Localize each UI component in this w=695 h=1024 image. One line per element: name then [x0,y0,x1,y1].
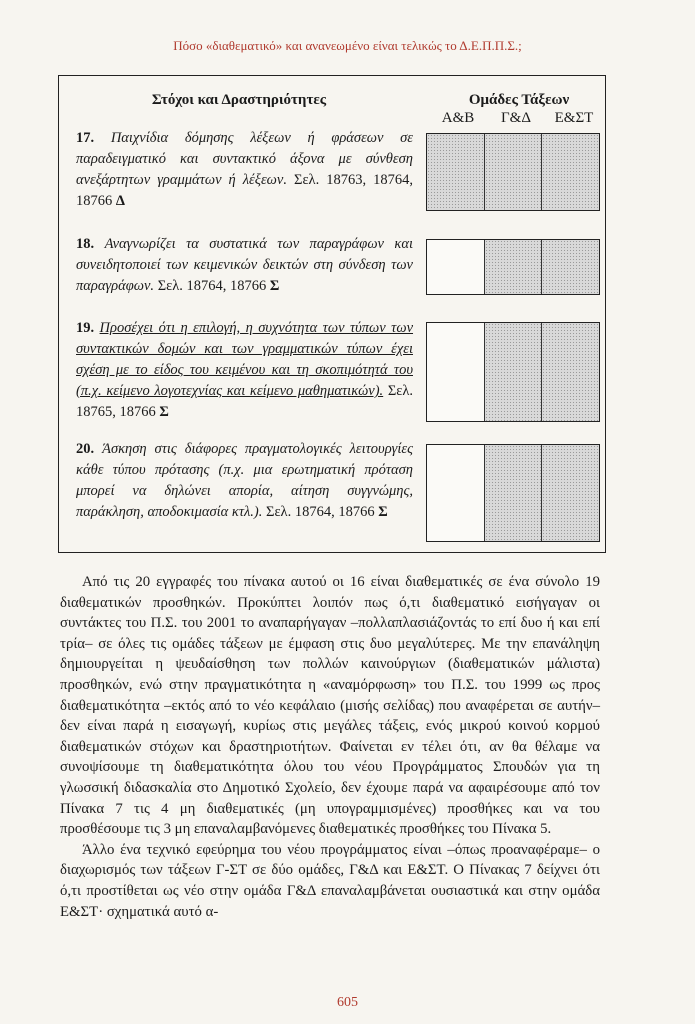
group-label-ab: Α&Β [441,110,475,126]
cell-cd [484,323,542,421]
cell-cd [484,240,542,294]
table-row-18-cells [426,239,600,295]
row-number: 18. [76,236,95,252]
row-number: 17. [76,130,95,146]
row-mark: Σ [159,404,169,420]
cell-est [541,134,599,210]
table-row-20-cells [426,444,600,542]
group-label-est: Ε&ΣΤ [554,110,594,126]
table-row-17-cells [426,133,600,211]
group-label-cd: Γ&Δ [501,110,531,126]
table-row-19-cells [426,322,600,422]
table-row-17-text [76,128,413,212]
table-left-heading: Στόχοι και Δραστηριότητες [151,92,327,108]
cell-ab [427,240,484,294]
row-page-ref: Σελ. 18763, 18764, 18766 [76,172,414,209]
cell-est [541,240,599,294]
table-row-18-text [76,234,413,297]
paragraph: Από τις 20 εγγραφές του πίνακα αυτού οι 16 είναι διαθεματικές σε ένα σύνολο 19 διαθεματικών προσθηκών. Προκύπτει λοιπόν πως ό,τι διαθεματικό εισήγαγαν οι συντάκτες του Π.Σ. του 2001 το αναπαρήγαγαν –πολλαπλασιάζοντάς το επί δυο ή και επί τρία– σε όλες τις ομάδες τάξεων με έμφαση στις δυο μεγαλύτερες. Με την επανάληψη δημιουργείται η ψευδαίσθηση των πολλών καινούργιων (διαθεματικών μάλιστα) προσθηκών, ενώ στην πραγματικότητα η «αναμόρφωση» του Π.Σ. του 1999 ως προς διαθεματικότητα –εκτός από το νέο κεφάλαιο (μισής σελίδας) που αναφέρεται σε αυτήν– δεν είναι παρά η εισαγωγή, κυρίως στις μεγάλες τάξεις, ενός μικρού κοινού κορμού διαθεματικών στόχων και δραστηριοτήτων. Φαίνεται εν τέλει ότι, αν θα θέλαμε να συνοψίσουμε τη διαθεματικότητα όλου του νέου Προγράμματος Σπουδών για τη γλωσσική διδασκαλία στο Δημοτικό Σχολείο, δεν έχουμε παρά να αφαιρέσουμε από τον Πίνακα 7 τις 4 μη διαθεματικές (μη υπογραμμισμένες) προσθήκες και να του προσθέσουμε τις 3 μη επαναλαμβανόμενες διαθεματικές προσθήκες του Πίνακα 5. [60,574,600,838]
cell-est [541,445,599,541]
cell-ab [427,445,484,541]
row-description: Παιχνίδια δόμησης λέξεων ή φράσεων σε παραδειγματικό και συντακτικό άξονα με σύνθεση ανεξάρτητων γραμμάτων ή λέξεων. [76,130,414,188]
row-mark: Σ [269,278,280,294]
cell-ab [427,134,484,210]
cell-cd [484,134,542,210]
body-text [60,572,600,922]
row-number: 19. [76,320,95,336]
row-mark: Σ [378,504,388,520]
row-page-ref: Σελ. 18764, 18766 [266,504,375,520]
paragraph: Άλλο ένα τεχνικό εφεύρημα του νέου προγράμματος είναι –όπως προαναφέραμε– ο διαχωρισμός των τάξεων Γ-ΣΤ σε δύο ομάδες, Γ&Δ και Ε&ΣΤ. Ο Πίνακας 7 δείχνει ότι ό,τι προστίθεται ως νέο στην ομάδα Γ&Δ επαναλαμβάνεται ουσιαστικά και στην ομάδα Ε&ΣΤ· σχηματικά αυτό α- [60,841,600,920]
cell-est [541,323,599,421]
objectives-table [58,75,606,553]
row-number: 20. [76,441,95,457]
running-head: Πόσο «διαθεματικό» και ανανεωμένο είναι τελικώς το Δ.Ε.Π.Π.Σ.; [173,38,522,53]
row-page-ref: Σελ. 18764, 18766 [157,278,267,294]
page-number: 605 [337,995,358,1010]
table-row-19-text [76,318,413,423]
cell-ab [427,323,484,421]
row-page-ref: Σελ. 18765, 18766 [76,383,413,420]
group-labels [429,110,603,127]
table-right-heading: Ομάδες Τάξεων [468,92,570,108]
cell-cd [484,445,542,541]
row-description: Αναγνωρίζει τα συστατικά των παραγράφων και συνειδητοποιεί των κειμενικών δεικτών στη σύνδεση των παραγράφων. [76,236,414,294]
row-mark: Δ [115,193,125,209]
row-description: Άσκηση στις διάφορες πραγματολογικές λειτουργίες κάθε τύπου πρότασης (π.χ. μια ερωτηματική πρόταση μπορεί να δηλώνει απορία, αίτηση συγγνώμης, παράκληση, αποδοκιμασία κτλ.). [76,441,414,520]
table-row-20-text [76,439,413,523]
row-description: Προσέχει ότι η επιλογή, η συχνότητα των τύπων των συντακτικών δομών και των γραμματικών τύπων έχει σχέση με το είδος του κειμένου και τη σκοπιμότητά του (π.χ. κείμενο λογοτεχνίας και κείμενο μαθηματικών). [76,320,414,399]
